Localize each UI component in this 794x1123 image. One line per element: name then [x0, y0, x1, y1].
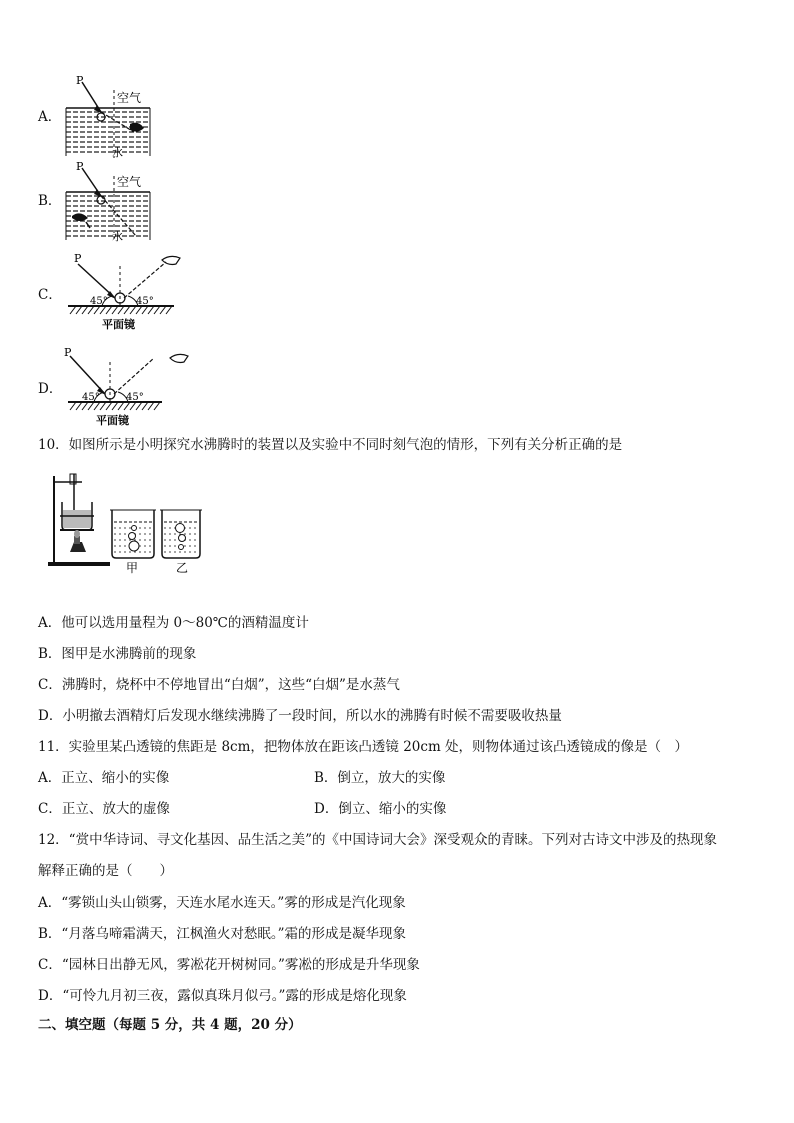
option-d-mirror-label: 平面镜	[96, 414, 129, 427]
q10-option-b: B．图甲是水沸腾前的现象	[38, 646, 197, 662]
option-d-letter: D．	[38, 381, 63, 397]
q10-beaker-jia-label: 甲	[126, 561, 139, 575]
option-b-letter: B．	[38, 193, 62, 209]
q11-stem: 11．实验里某凸透镜的焦距是 8cm，把物体放在距该凸透镜 20cm 处，则物体通过该凸透镜成的像是（ ）	[38, 739, 689, 755]
option-b-p-label: P	[76, 160, 84, 173]
q11-option-a: A．正立、缩小的实像	[38, 770, 170, 786]
option-a-water-label: 水	[112, 146, 123, 159]
q10-option-a: A．他可以选用量程为 0～80℃的酒精温度计	[38, 615, 309, 631]
option-a-p-label: P	[76, 74, 84, 87]
option-d-p-label: P	[64, 346, 72, 359]
q10-option-c: C．沸腾时，烧杯中不停地冒出“白烟”，这些“白烟”是水蒸气	[38, 677, 400, 693]
option-c-letter: C．	[38, 287, 62, 303]
q10-stem: 10．如图所示是小明探究水沸腾时的装置以及实验中不同时刻气泡的情形，下列有关分析正确的是	[38, 437, 623, 453]
q12-stem-line1: 12．“赏中华诗词、寻文化基因、品生活之美”的《中国诗词大会》深受观众的青睐。下列对古诗文中涉及的热现象	[38, 832, 717, 848]
option-b-water-label: 水	[112, 230, 123, 243]
option-d-angle-right: 45°	[126, 392, 144, 403]
option-c-p-label: P	[74, 252, 82, 265]
option-c-angle-left: 45°	[90, 296, 108, 307]
section2-heading: 二、填空题（每题 5 分，共 4 题，20 分）	[38, 1017, 302, 1033]
q11-option-c: C．正立、放大的虚像	[38, 801, 170, 817]
q12-option-d: D．“可怜九月初三夜，露似真珠月似弓。”露的形成是熔化现象	[38, 988, 407, 1004]
option-a-letter: A．	[38, 109, 62, 125]
q10-beaker-yi-label: 乙	[176, 561, 189, 575]
option-a-air-label: 空气	[117, 91, 142, 105]
q12-option-a: A．“雾锁山头山锁雾，天连水尾水连天。”雾的形成是汽化现象	[38, 895, 406, 911]
option-c-figure	[62, 252, 192, 332]
q11-option-d: D．倒立、缩小的实像	[314, 801, 447, 817]
option-b-air-label: 空气	[117, 175, 142, 189]
option-d-angle-left: 45°	[82, 392, 100, 403]
option-c-angle-right: 45°	[136, 296, 154, 307]
q12-stem-line2: 解释正确的是（ ）	[38, 863, 173, 879]
q10-figure	[46, 466, 206, 576]
option-b-figure	[64, 160, 154, 244]
q11-option-b: B．倒立，放大的实像	[314, 770, 446, 786]
option-d-figure	[60, 344, 200, 430]
q10-option-d: D．小明撤去酒精灯后发现水继续沸腾了一段时间，所以水的沸腾有时候不需要吸收热量	[38, 708, 562, 724]
option-c-mirror-label: 平面镜	[102, 318, 135, 331]
q12-option-b: B．“月落乌啼霜满天，江枫渔火对愁眠。”霜的形成是凝华现象	[38, 926, 406, 942]
q12-option-c: C．“园林日出静无风，雾凇花开树树同。”雾凇的形成是升华现象	[38, 957, 420, 973]
option-a-figure	[64, 72, 154, 160]
